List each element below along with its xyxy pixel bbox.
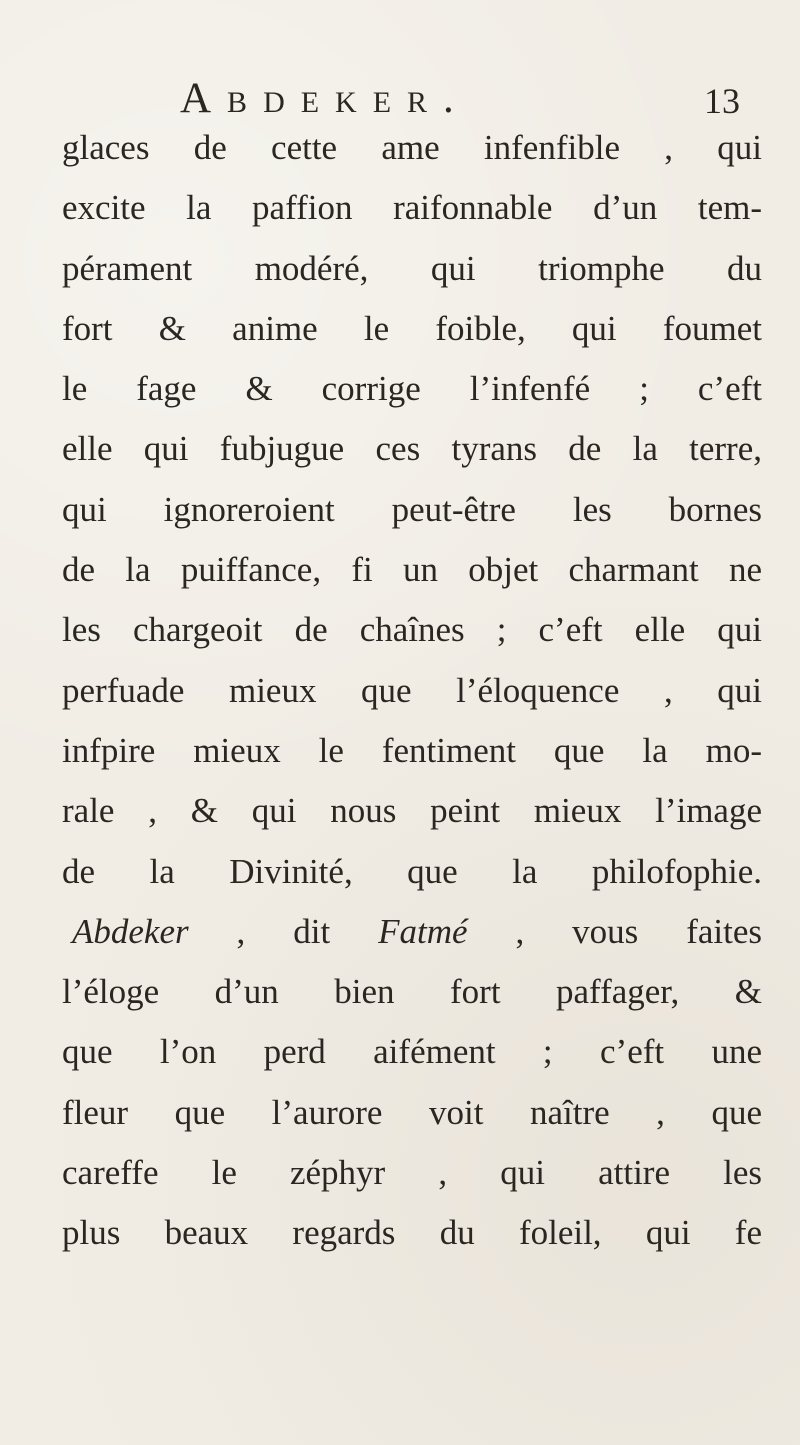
text-line: plus beaux regards du foleil, qui fe — [62, 1213, 762, 1253]
text-line: perfuade mieux que l’éloquence , qui — [62, 670, 762, 710]
text-line: excite la paffion raifonnable d’un tem- — [62, 188, 762, 228]
dialogue-separator: , dit — [188, 911, 379, 951]
speaker-name: Abdeker — [72, 911, 189, 951]
text-line: l’éloge d’un bien fort paffager, & — [62, 972, 762, 1012]
page-number: 13 — [704, 81, 740, 121]
text-line: fleur que l’aurore voit naître , que — [62, 1092, 762, 1132]
text-line: les chargeoit de chaînes ; c’eft elle qui — [62, 610, 762, 650]
text-line: glaces de cette ame infenfible , qui — [62, 128, 762, 167]
text-line: elle qui fubjugue ces tyrans de la terre, — [62, 429, 762, 469]
text-line: rale , & qui nous peint mieux l’image — [62, 791, 762, 831]
speaker-name: Fatmé — [378, 911, 468, 951]
text-line: le fage & corrige l’infenfé ; c’eft — [62, 369, 762, 409]
text-line: pérament modéré, qui triomphe du — [62, 248, 762, 288]
dialogue-line — [62, 902, 762, 962]
text-line: que l’on perd aifément ; c’eft une — [62, 1032, 762, 1072]
text-line: infpire mieux le fentiment que la mo- — [62, 730, 762, 770]
text-line: qui ignoreroient peut-être les bornes — [62, 489, 762, 529]
text-line: de la puiffance, fi un objet charmant ne — [62, 550, 762, 590]
text-line: fort & anime le foible, qui foumet — [62, 308, 762, 348]
running-head — [180, 74, 740, 124]
running-title: Abdeker. — [180, 75, 470, 122]
body-text — [62, 118, 762, 1264]
text-line: careffe le zéphyr , qui attire les — [62, 1153, 762, 1193]
dialogue-rest: , vous faites — [467, 911, 762, 951]
text-line: de la Divinité, que la philofophie. — [62, 851, 762, 891]
